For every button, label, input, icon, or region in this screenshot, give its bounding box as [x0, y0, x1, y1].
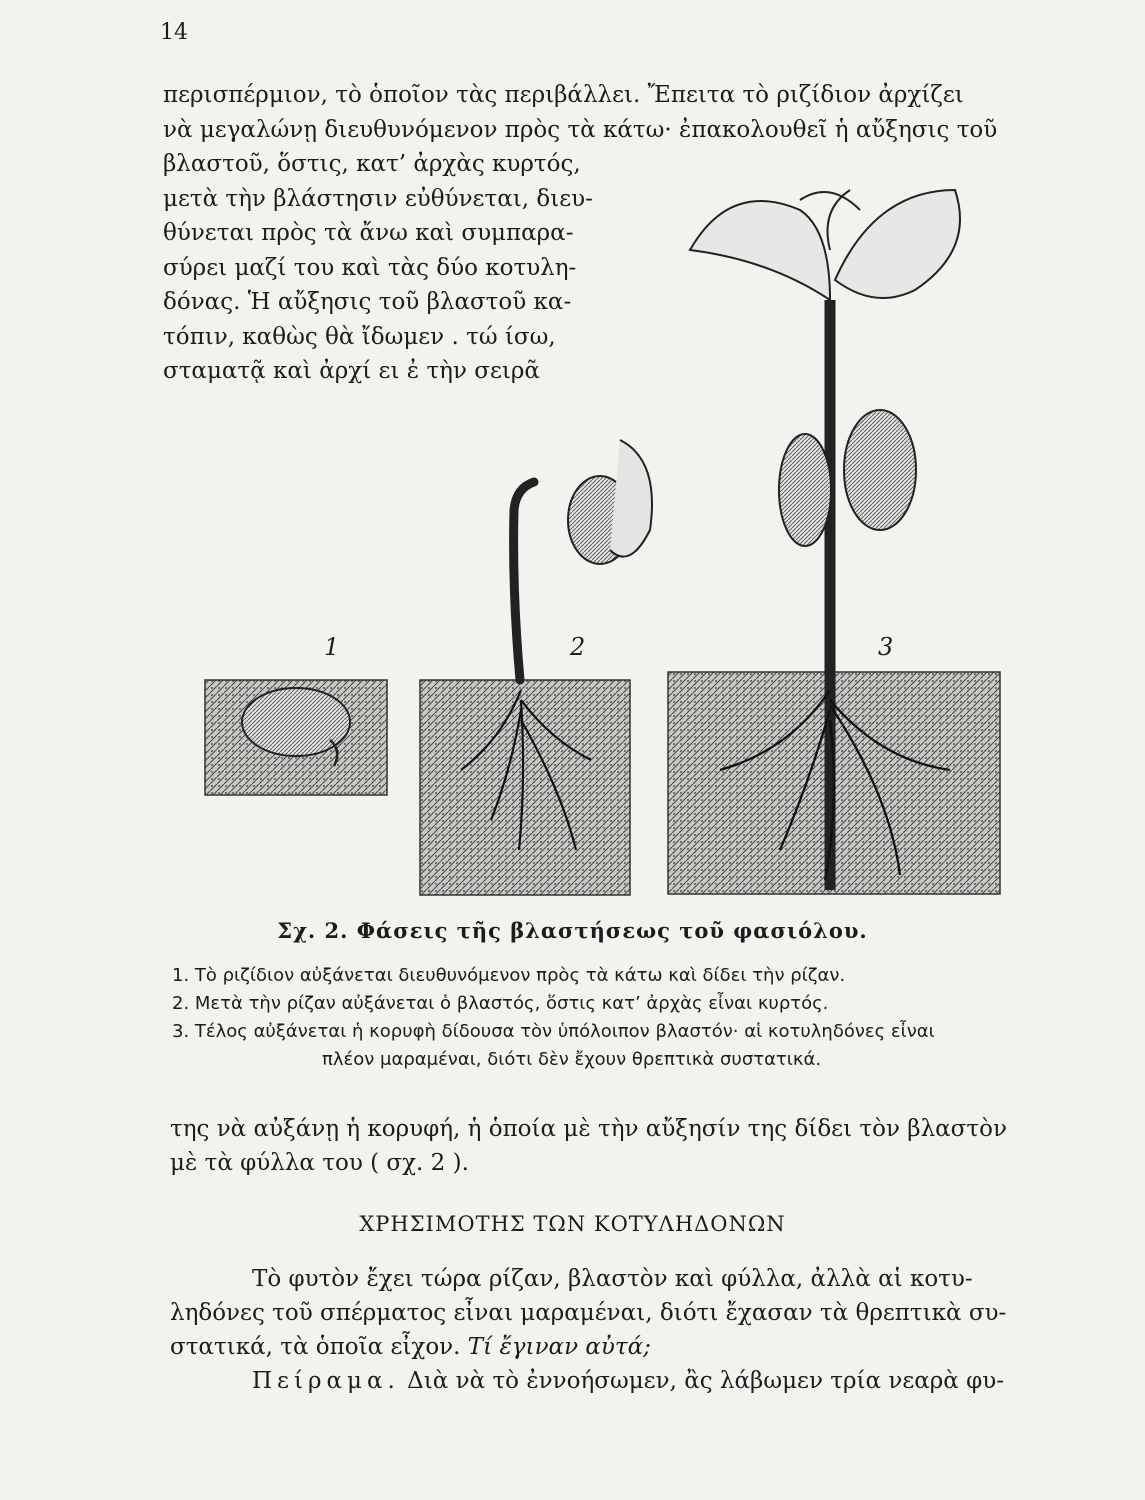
section-question: Τί ἔγιναν αὐτά;: [467, 1334, 651, 1360]
text-line: τόπιν, καθὼς θὰ ἴδωμεν . τώ ίσω,: [163, 323, 556, 350]
text-line: θύνεται πρὸς τὰ ἄνω καὶ συμπαρα-: [163, 220, 574, 246]
text-line: μὲ τὰ φύλλα του ( σχ. 2 ).: [170, 1150, 469, 1176]
text-line: δόνας. Ἡ αὔξησις τοῦ βλαστοῦ κα-: [163, 289, 572, 315]
figure-caption-title: Σχ. 2. Φάσεις τῆς βλαστήσεως τοῦ φασιόλου.: [277, 918, 868, 943]
text-line: σταματᾷ καὶ ἀρχί ει ἐ τὴν σειρᾶ: [163, 358, 540, 384]
text-line: της νὰ αὐξάνῃ ἡ κορυφή, ἡ ὁποία μὲ τὴν αὔξησίν της δίδει τὸν βλαστὸν: [170, 1116, 1007, 1142]
experiment-label: Πείραμα.: [252, 1368, 400, 1394]
text-line: ληδόνες τοῦ σπέρματος εἶναι μαραμέναι, διότι ἔχασαν τὰ θρεπτικὰ συ-: [170, 1300, 1007, 1326]
figure-label-3: 3: [878, 633, 894, 661]
text-line: σύρει μαζί του καὶ τὰς δύο κοτυλη-: [163, 254, 577, 281]
continuation-paragraph: [170, 1112, 1040, 1180]
experiment-text: Διὰ νὰ τὸ ἐννοήσωμεν, ἂς λάβωμεν τρία νεαρὰ φυ-: [407, 1368, 1004, 1394]
text-line: στατικά, τὰ ὁποῖα εἶχον.: [170, 1334, 461, 1360]
text-line: βλαστοῦ, ὅστις, κατ’ ἀρχὰς κυρτός,: [163, 151, 581, 177]
caption-item: 1. Τὸ ριζίδιον αὐξάνεται διευθυνόμενον πρὸς τὰ κάτω καὶ δίδει τὴν ρίζαν.: [172, 965, 846, 986]
figure-caption-list: [172, 962, 935, 1074]
text-line: νὰ μεγαλώνῃ διευθυνόμενον πρὸς τὰ κάτω· ἐπακολουθεῖ ἡ αὔξησις τοῦ: [163, 116, 998, 143]
figure-label-1: 1: [324, 633, 340, 661]
caption-item: 3. Τέλος αὐξάνεται ἡ κορυφὴ δίδουσα τὸν ὑπόλοιπον βλαστόν· αἱ κοτυληδόνες εἶναι: [172, 1021, 935, 1042]
figure-label-2: 2: [570, 633, 586, 661]
section-heading: ΧΡΗΣΙΜΟΤΗΣ ΤΩΝ ΚΟΤΥΛΗΔΟΝΩΝ: [359, 1212, 786, 1236]
soil-block-2: [420, 440, 652, 895]
section-paragraph: [170, 1262, 1040, 1398]
caption-item-continuation: πλέον μαραμέναι, διότι δὲν ἔχουν θρεπτικὰ συστατικά.: [322, 1049, 822, 1070]
text-line: Τὸ φυτὸν ἔχει τώρα ρίζαν, βλαστὸν καὶ φύλλα, ἀλλὰ αἱ κοτυ-: [252, 1266, 973, 1292]
soil-block-1: [205, 680, 387, 795]
text-line: μετὰ τὴν βλάστησιν εὐθύνεται, διευ-: [163, 185, 593, 212]
soil-block-3: [668, 190, 1000, 894]
page-number: 14: [160, 20, 188, 45]
text-line: περισπέρμιον, τὸ ὁποῖον τὰς περιβάλλει. Ἔπειτα τὸ ριζίδιον ἀρχίζει: [163, 82, 964, 108]
caption-item: 2. Μετὰ τὴν ρίζαν αὐξάνεται ὁ βλαστός, ὅστις κατ’ ἀρχὰς εἶναι κυρτός.: [172, 993, 829, 1014]
experiment-line: [170, 1364, 1040, 1398]
text-line-with-question: [170, 1330, 1040, 1364]
